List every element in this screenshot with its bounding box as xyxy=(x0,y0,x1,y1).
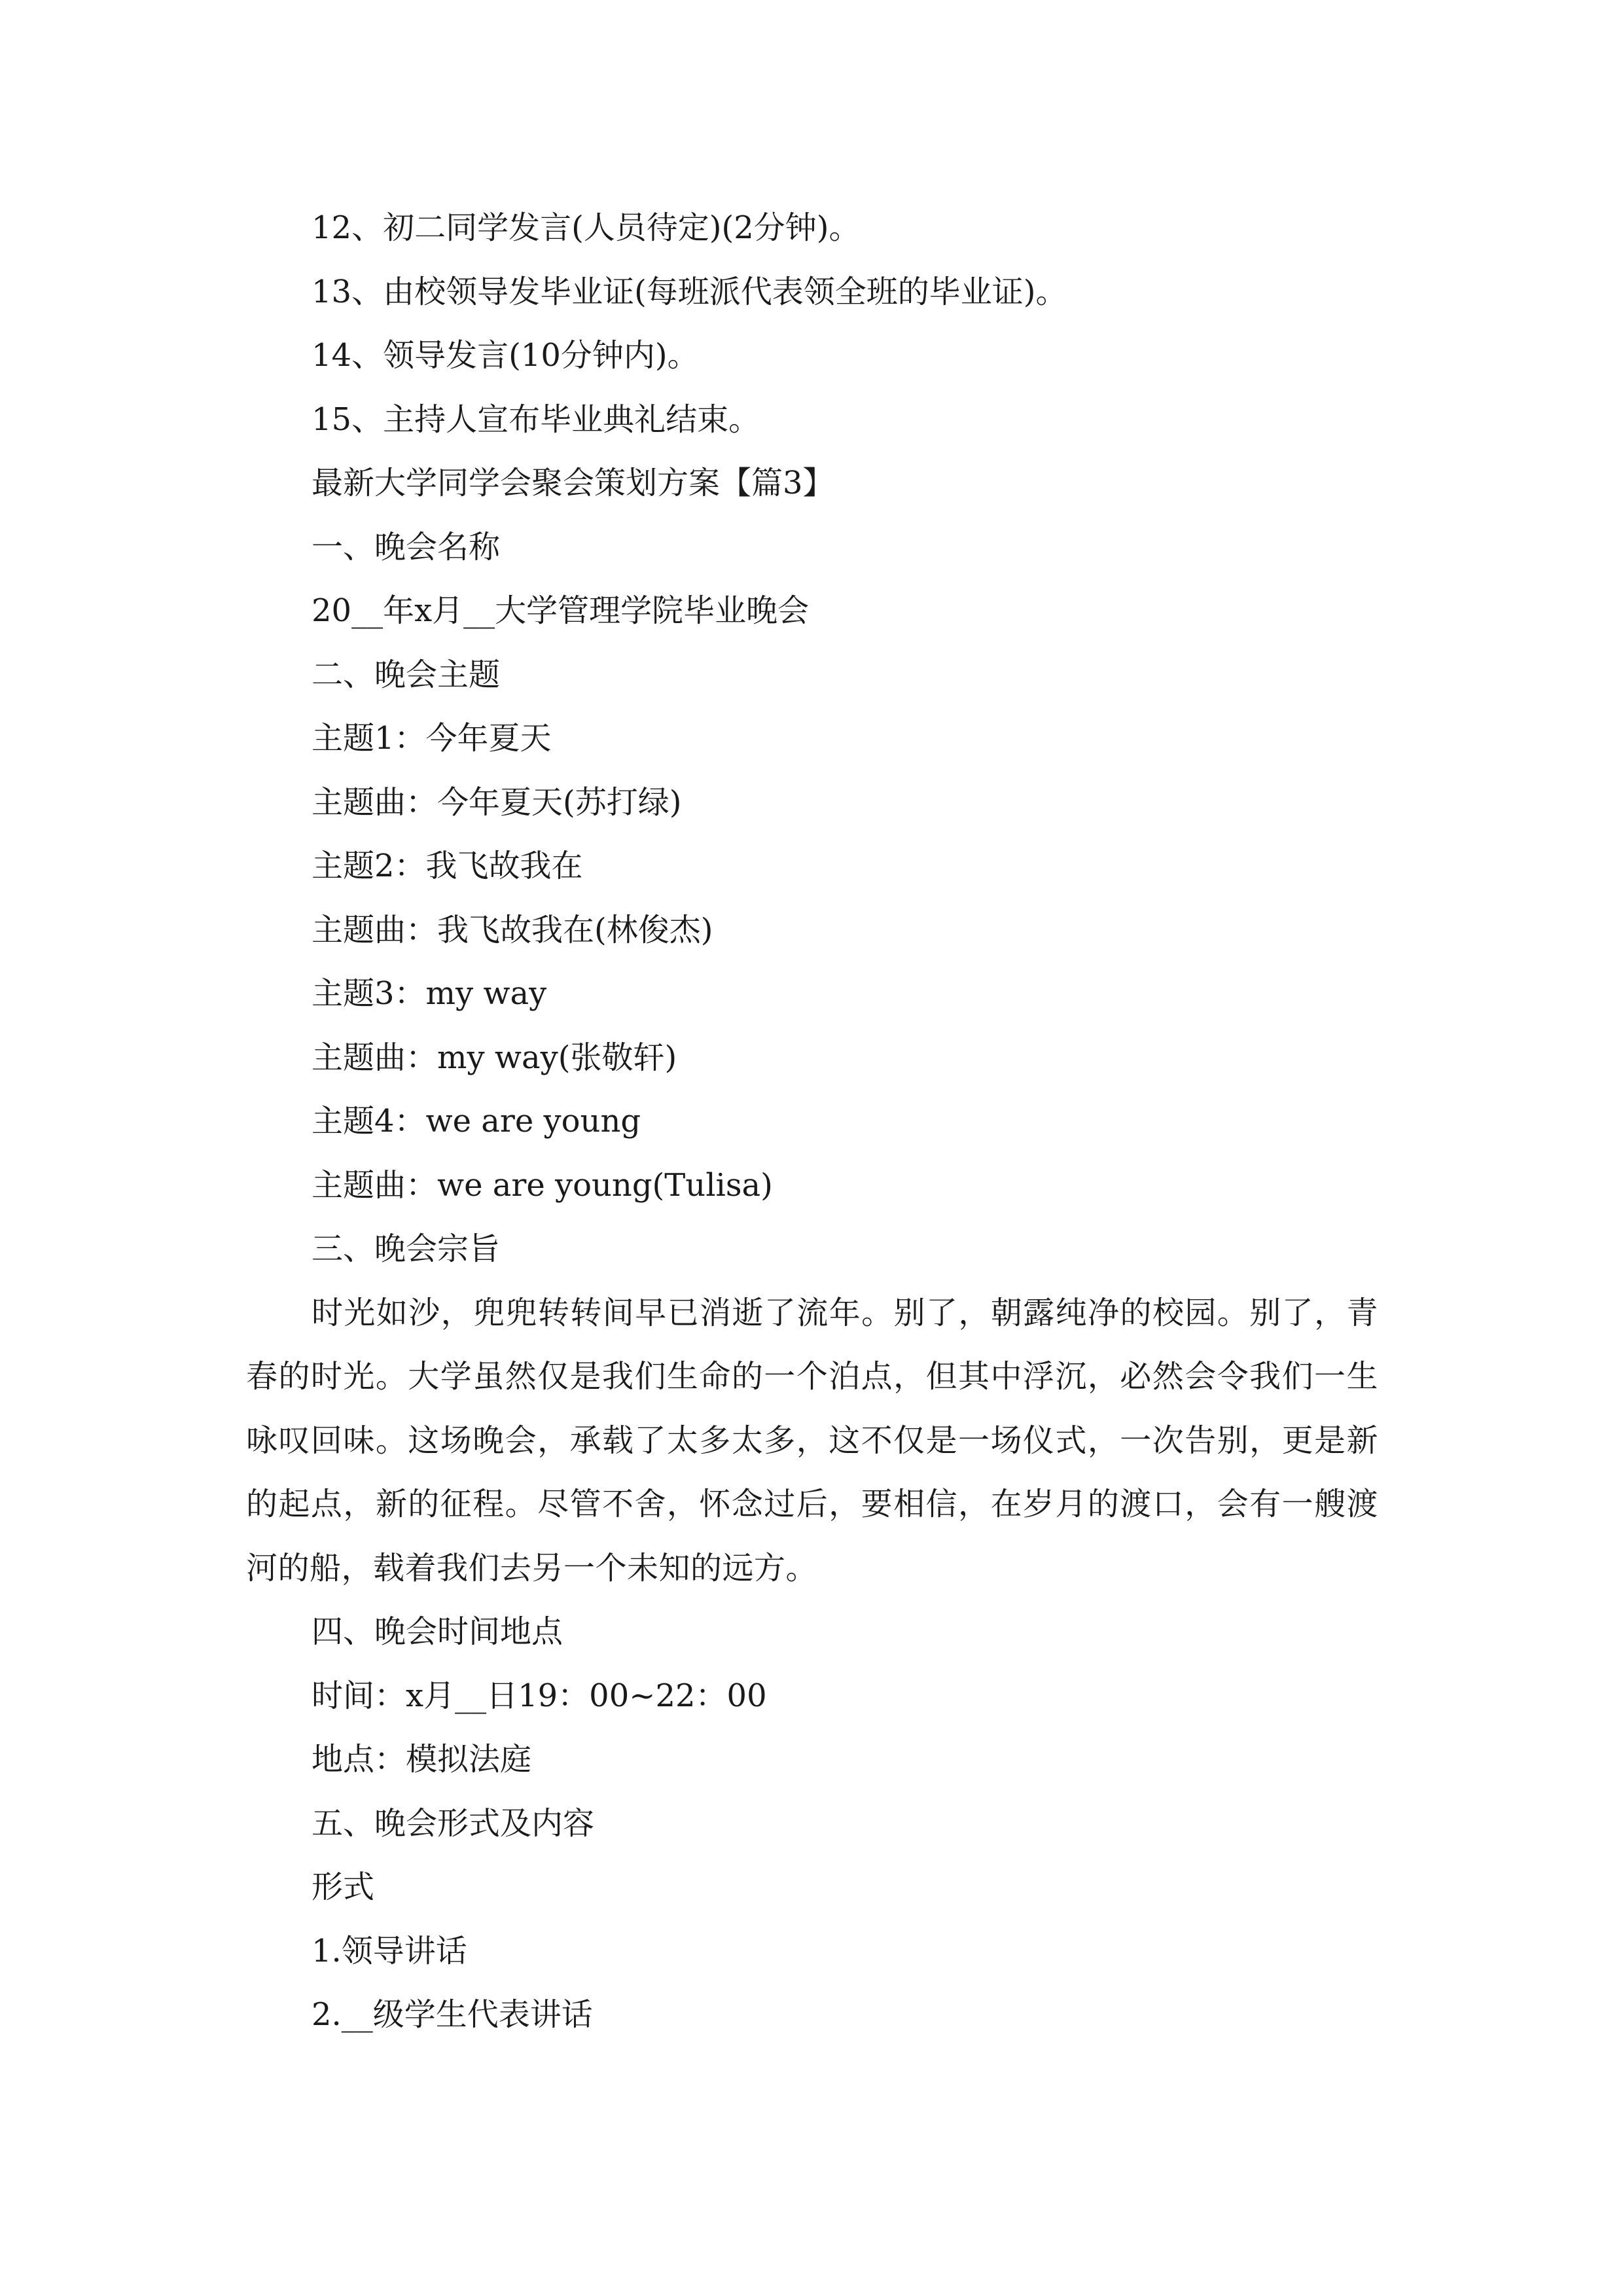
text-line: 地点：模拟法庭 xyxy=(312,1741,532,1778)
text-line: 20__年x月__大学管理学院毕业晚会 xyxy=(312,592,810,629)
text-line: 主题1：今年夏天 xyxy=(312,720,552,757)
text-line: 主题2：我飞故我在 xyxy=(312,848,583,884)
heading-4: 四、晚会时间地点 xyxy=(312,1613,563,1650)
text-line: 主题曲：my way(张敬轩) xyxy=(312,1039,677,1076)
heading-1: 一、晚会名称 xyxy=(312,528,501,565)
text-line: 时间：x月__日19：00~22：00 xyxy=(312,1677,767,1714)
text-line: 14、领导发言(10分钟内)。 xyxy=(312,337,699,374)
document-body xyxy=(246,196,1378,2047)
text-line: 12、初二同学发言(人员待定)(2分钟)。 xyxy=(312,209,861,246)
heading-2: 二、晚会主题 xyxy=(312,656,501,693)
list-item: 1.领导讲话 xyxy=(312,1932,467,1969)
text-line: 15、主持人宣布毕业典礼结束。 xyxy=(312,401,760,438)
list-item: 2.__级学生代表讲话 xyxy=(312,1996,593,2033)
text-line: 主题曲：we are young(Tulisa) xyxy=(312,1166,773,1204)
text-line: 主题曲：我飞故我在(林俊杰) xyxy=(312,911,713,948)
text-line: 主题曲：今年夏天(苏打绿) xyxy=(312,783,682,821)
heading-3: 三、晚会宗旨 xyxy=(312,1230,501,1267)
text-line: 主题3：my way xyxy=(312,975,547,1012)
text-line: 13、由校领导发毕业证(每班派代表领全班的毕业证)。 xyxy=(312,273,1067,310)
purpose-paragraph: 时光如沙，兜兜转转间早已消逝了流年。别了，朝露纯净的校园。别了，青春的时光。大学虽然仅是我们生命的一个泊点，但其中浮沉，必然会令我们一生咏叹回味。这场晚会，承载了太多太多，这不仅是一场仪式，一次告别，更是新的起点，新的征程。尽管不舍，怀念过后，要相信，在岁月的渡口，会有一艘渡河的船，载着我们去另一个未知的远方。 xyxy=(246,1294,1378,1587)
text-line: 形式 xyxy=(312,1869,375,1905)
text-line: 主题4：we are young xyxy=(312,1103,641,1139)
heading-5: 五、晚会形式及内容 xyxy=(312,1804,595,1842)
section-title: 最新大学同学会聚会策划方案【篇3】 xyxy=(312,465,834,501)
